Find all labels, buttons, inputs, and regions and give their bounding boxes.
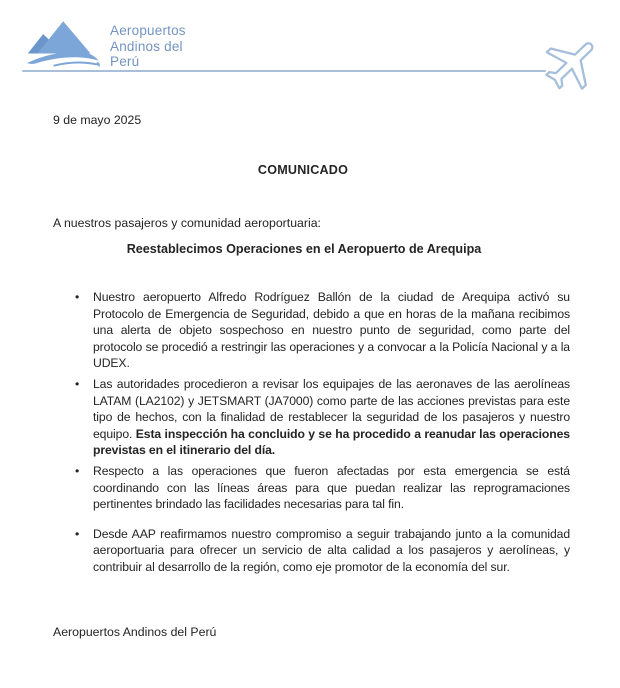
signature: Aeropuertos Andinos del Perú bbox=[53, 625, 217, 639]
brand-wordmark bbox=[110, 16, 186, 70]
bullet-item-4 bbox=[73, 526, 570, 576]
salutation: A nuestros pasajeros y comunidad aeroportuaria: bbox=[53, 216, 321, 230]
document-date: 9 de mayo 2025 bbox=[53, 113, 142, 127]
bullet-bold-text: Esta inspección ha concluido y se ha procedido a reanudar las operaciones previstas en el itinerario del día. bbox=[93, 426, 570, 458]
document-subtitle: Reestablecimos Operaciones en el Aeropuerto de Arequipa bbox=[126, 242, 482, 256]
bullet-item-3 bbox=[73, 463, 570, 513]
brand-wordmark-line3: Perú bbox=[110, 54, 140, 69]
brand-wordmark-line2: Andinos del bbox=[110, 38, 183, 54]
document-title: COMUNICADO bbox=[257, 163, 349, 177]
bullet-item-2 bbox=[73, 376, 570, 459]
bullet-text: Nuestro aeropuerto Alfredo Rodríguez Ballón de la ciudad de Arequipa activó su Protocolo de Emergencia de Seguridad, debido a que en horas de la mañana recibimos una alerta de objeto sospechoso en nuestro punto de seguridad, como parte del protocolo se procedió a restringir las operaciones y a convocar a la Policía Nacional y a la UDEX. bbox=[93, 290, 570, 371]
bullet-text: Respecto a las operaciones que fueron afectadas por esta emergencia se está coordinando con las líneas áreas para que puedan realizar las reprogramaciones pertinentes brindado las facilidades necesarias para tal fin. bbox=[93, 463, 570, 512]
brand-logo bbox=[27, 16, 186, 70]
bullet-text: Desde AAP reafirmamos nuestro compromiso a seguir trabajando junto a la comunidad aeroportuaria para ofrecer un servicio de alta calidad a los pasajeros y aerolíneas, y contribuir al desarrollo de la región, como eje promotor de la economía del sur. bbox=[93, 526, 570, 574]
bullet-list bbox=[73, 289, 570, 580]
mountain-logo-icon bbox=[27, 16, 101, 70]
bullet-item-1 bbox=[73, 289, 570, 372]
brand-wordmark-line1: Aeropuertos bbox=[110, 23, 186, 38]
header-divider bbox=[22, 70, 546, 72]
airplane-icon bbox=[541, 30, 605, 98]
bullet-text: Las autoridades procedieron a revisar los equipajes de las aeronaves de las aerolíneas LATAM (LA2102) y JETSMART (JA7000) como parte de las acciones previstas para este tipo de hechos, con la finalidad de restablecer la seguridad de los pasajeros y nuestro equipo. bbox=[93, 376, 570, 441]
